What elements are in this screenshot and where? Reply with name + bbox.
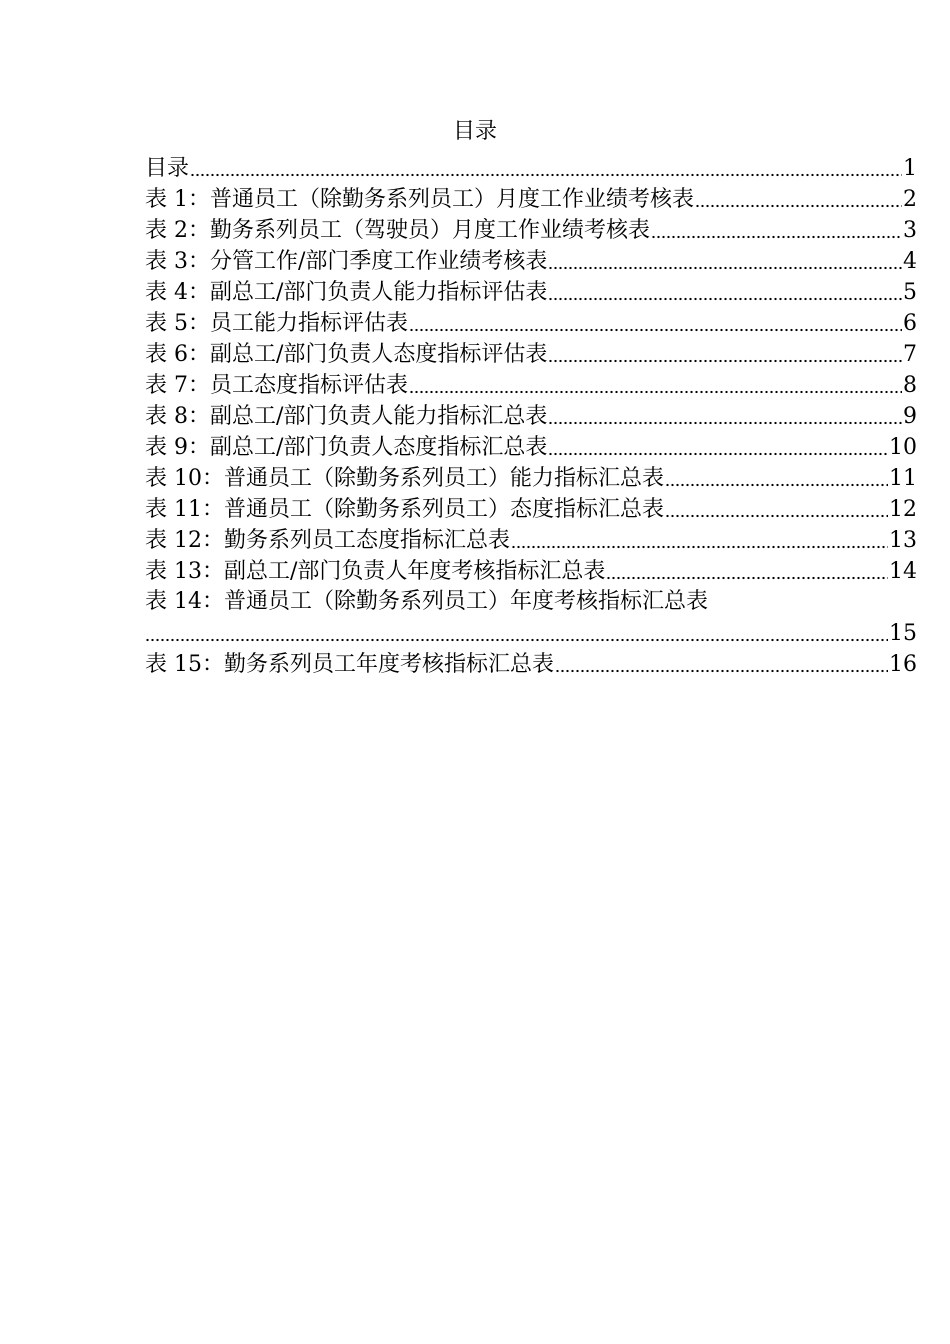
toc-entry[interactable] [145,649,917,680]
toc-entry[interactable] [145,370,917,401]
toc-entry-page: 5 [903,280,917,305]
toc-entry-page: 13 [889,528,917,553]
toc-dot-leader [511,544,888,550]
toc-entry[interactable] [145,432,917,463]
toc-entry-label: 表 8：副总工/部门负责人能力指标汇总表 [145,404,548,429]
toc-entry-label: 表 1：普通员工（除勤务系列员工）月度工作业绩考核表 [145,187,694,212]
toc-entry-page: 7 [903,342,917,367]
toc-entry-label: 表 4：副总工/部门负责人能力指标评估表 [145,280,548,305]
toc-entry[interactable] [145,525,917,556]
toc-entry-label: 表 9：副总工/部门负责人态度指标汇总表 [145,435,548,460]
toc-entry-label: 表 3：分管工作/部门季度工作业绩考核表 [145,249,548,274]
toc-entry[interactable] [145,215,917,246]
toc-entry-label: 表 6：副总工/部门负责人态度指标评估表 [145,342,548,367]
toc-dot-leader [548,451,888,457]
toc-entry-label: 表 15：勤务系列员工年度考核指标汇总表 [145,652,554,677]
toc-dot-leader [665,482,888,488]
toc-entry-continuation [145,618,917,649]
toc-entry[interactable] [145,184,917,215]
toc-dot-leader [409,327,902,333]
toc-dot-leader [548,296,902,302]
toc-entry-page: 4 [903,249,917,274]
toc-dot-leader [651,234,902,240]
toc-dot-leader [555,668,888,674]
toc-dot-leader [548,420,902,426]
toc-entry-page: 2 [903,187,917,212]
toc-entry[interactable] [145,246,917,277]
toc-entry-label: 表 12：勤务系列员工态度指标汇总表 [145,528,510,553]
toc-entry[interactable] [145,556,917,587]
toc-entry-label: 表 14：普通员工（除勤务系列员工）年度考核指标汇总表 [145,589,708,614]
toc-dot-leader [548,265,902,271]
toc-entry-page: 16 [889,652,917,677]
toc-entry-label: 表 7：员工态度指标评估表 [145,373,408,398]
toc-entry-label: 目录 [145,156,190,181]
toc-entry-page: 3 [903,218,917,243]
toc-dot-leader [548,358,902,364]
toc-list [145,153,917,680]
toc-dot-leader [190,172,902,178]
toc-entry-page: 14 [889,559,917,584]
toc-entry-page: 1 [903,156,917,181]
toc-dot-leader [145,637,888,643]
toc-entry-label: 表 2：勤务系列员工（驾驶员）月度工作业绩考核表 [145,218,650,243]
toc-entry[interactable] [145,308,917,339]
toc-title: 目录 [452,119,497,144]
toc-entry[interactable] [145,339,917,370]
toc-entry-page: 6 [903,311,917,336]
toc-entry[interactable] [145,401,917,432]
toc-entry-page: 11 [889,466,917,491]
toc-entry[interactable] [145,277,917,308]
toc-dot-leader [606,575,888,581]
toc-entry-page: 10 [889,435,917,460]
toc-dot-leader [409,389,902,395]
toc-entry[interactable] [145,587,917,649]
toc-entry-page: 15 [889,621,917,646]
toc-entry-label: 表 13：副总工/部门负责人年度考核指标汇总表 [145,559,606,584]
toc-entry-page: 8 [903,373,917,398]
toc-entry-label: 表 5：员工能力指标评估表 [145,311,408,336]
toc-entry[interactable] [145,153,917,184]
toc-dot-leader [665,513,888,519]
toc-entry-label: 表 10：普通员工（除勤务系列员工）能力指标汇总表 [145,466,664,491]
toc-entry-label: 表 11：普通员工（除勤务系列员工）态度指标汇总表 [145,497,664,522]
toc-entry[interactable] [145,463,917,494]
toc-entry[interactable] [145,494,917,525]
toc-entry-page: 12 [889,497,917,522]
toc-dot-leader [695,203,902,209]
toc-entry-page: 9 [903,404,917,429]
